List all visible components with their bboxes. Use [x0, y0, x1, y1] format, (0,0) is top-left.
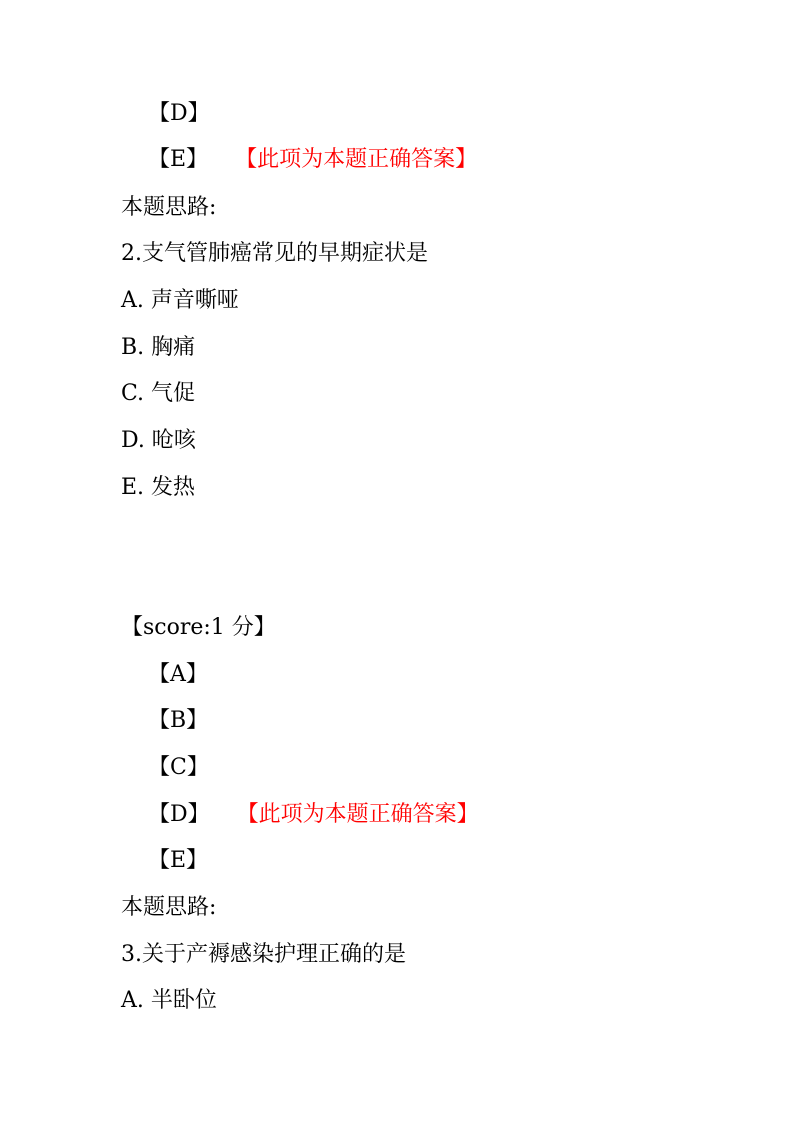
option-label: 【D】 [148, 802, 210, 827]
option-label: 【E】 [148, 147, 209, 172]
explanation-label: 本题思路: [121, 195, 217, 220]
option-label: 【E】 [148, 848, 209, 873]
choice-item: D. 呛咳 [121, 428, 196, 453]
score-label: 【score:1 分】 [121, 615, 276, 640]
choice-item: B. 胸痛 [121, 335, 196, 360]
option-row [148, 847, 208, 875]
option-row [148, 100, 210, 128]
option-row [148, 707, 208, 735]
choice-item: A. 半卧位 [121, 988, 217, 1013]
option-label: 【C】 [148, 755, 209, 780]
option-row [148, 146, 477, 174]
option-label: 【D】 [148, 101, 210, 126]
correct-answer-marker: 【此项为本题正确答案】 [246, 147, 478, 172]
option-label: 【A】 [148, 662, 208, 687]
explanation-label: 本题思路: [121, 895, 217, 920]
choice-item: E. 发热 [121, 475, 196, 500]
question-stem: 3.关于产褥感染护理正确的是 [121, 942, 406, 967]
option-label: 【B】 [148, 708, 209, 733]
correct-answer-marker: 【此项为本题正确答案】 [247, 802, 479, 827]
option-row [148, 754, 209, 782]
choice-item: A. 声音嘶哑 [121, 288, 239, 313]
option-row [148, 801, 479, 829]
question-stem: 2.支气管肺癌常见的早期症状是 [121, 241, 428, 266]
option-row [148, 661, 208, 689]
choice-item: C. 气促 [121, 381, 196, 406]
